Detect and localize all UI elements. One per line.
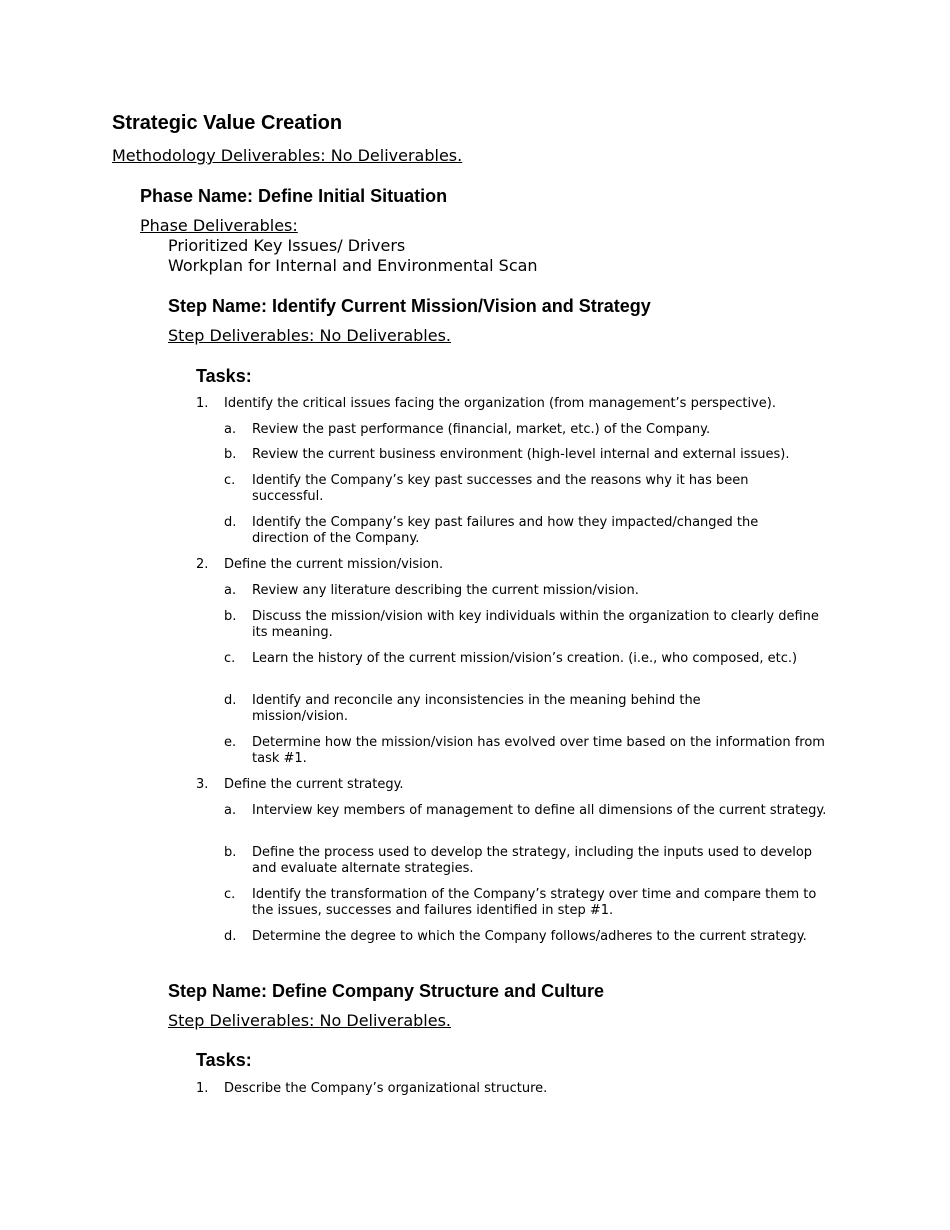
subtask-text: Interview key members of management to define all dimensions of the current strategy.: [252, 803, 827, 818]
step-name: Step Name: Identify Current Mission/Vision and Strategy: [168, 296, 651, 316]
task-text: Define the current strategy.: [224, 777, 404, 792]
subtask-letter: c.: [224, 887, 236, 902]
phase-deliverable: Workplan for Internal and Environmental Scan: [168, 256, 538, 275]
subtask-text: Identify the Company’s key past successes and the reasons why it has been successful.: [252, 473, 749, 504]
subtask-letter: b.: [224, 447, 237, 462]
subtask-letter: d.: [224, 515, 237, 530]
subtask-text: Discuss the mission/vision with key individuals within the organization to clearly define its meaning.: [252, 609, 819, 640]
subtask-text: Review any literature describing the current mission/vision.: [252, 583, 639, 598]
phase-name: Phase Name: Define Initial Situation: [140, 186, 448, 206]
step-name: Step Name: Define Company Structure and Culture: [168, 981, 605, 1001]
task-number: 1.: [196, 396, 209, 411]
task-number: 2.: [196, 557, 209, 572]
subtask-text: Identify and reconcile any inconsistencies in the meaning behind the mission/vision.: [252, 693, 701, 724]
task-text: Define the current mission/vision.: [224, 557, 444, 572]
task-number: 3.: [196, 777, 209, 792]
task-number: 1.: [196, 1081, 209, 1096]
phase-deliverable: Prioritized Key Issues/ Drivers: [168, 236, 406, 255]
subtask-text: Identify the transformation of the Company’s strategy over time and compare them to the issues, successes and failures identified in step #1.: [252, 887, 817, 918]
subtask-letter: c.: [224, 651, 236, 666]
subtask-letter: a.: [224, 583, 237, 598]
subtask-letter: b.: [224, 845, 237, 860]
subtask-letter: a.: [224, 803, 237, 818]
subtask-text: Define the process used to develop the strategy, including the inputs used to develop and evaluate alternate strategies.: [252, 845, 813, 876]
subtask-letter: e.: [224, 735, 237, 750]
phase-deliverables-label: Phase Deliverables:: [140, 216, 298, 235]
subtask-text: Determine the degree to which the Company follows/adheres to the current strategy.: [252, 929, 807, 944]
subtask-text: Review the current business environment (high-level internal and external issues).: [252, 447, 790, 462]
step-deliverables: Step Deliverables: No Deliverables.: [168, 1011, 451, 1030]
step-deliverables: Step Deliverables: No Deliverables.: [168, 326, 451, 345]
task-text: Identify the critical issues facing the organization (from management’s perspective).: [224, 396, 776, 411]
subtask-letter: a.: [224, 422, 237, 437]
tasks-heading: Tasks:: [196, 366, 252, 386]
subtask-text: Determine how the mission/vision has evolved over time based on the information from task #1.: [252, 735, 825, 766]
subtask-text: Identify the Company’s key past failures and how they impacted/changed the direction of the Company.: [252, 515, 759, 546]
subtask-text: Review the past performance (financial, market, etc.) of the Company.: [252, 422, 711, 437]
subtask-text: Learn the history of the current mission/vision’s creation. (i.e., who composed, etc.): [252, 651, 798, 666]
subtask-letter: b.: [224, 609, 237, 624]
subtask-letter: d.: [224, 693, 237, 708]
tasks-heading: Tasks:: [196, 1050, 252, 1070]
subtask-letter: c.: [224, 473, 236, 488]
document-title: Strategic Value Creation: [112, 112, 343, 134]
subtask-letter: d.: [224, 929, 237, 944]
task-text: Describe the Company’s organizational structure.: [224, 1081, 548, 1096]
methodology-deliverables: Methodology Deliverables: No Deliverables.: [112, 146, 463, 165]
